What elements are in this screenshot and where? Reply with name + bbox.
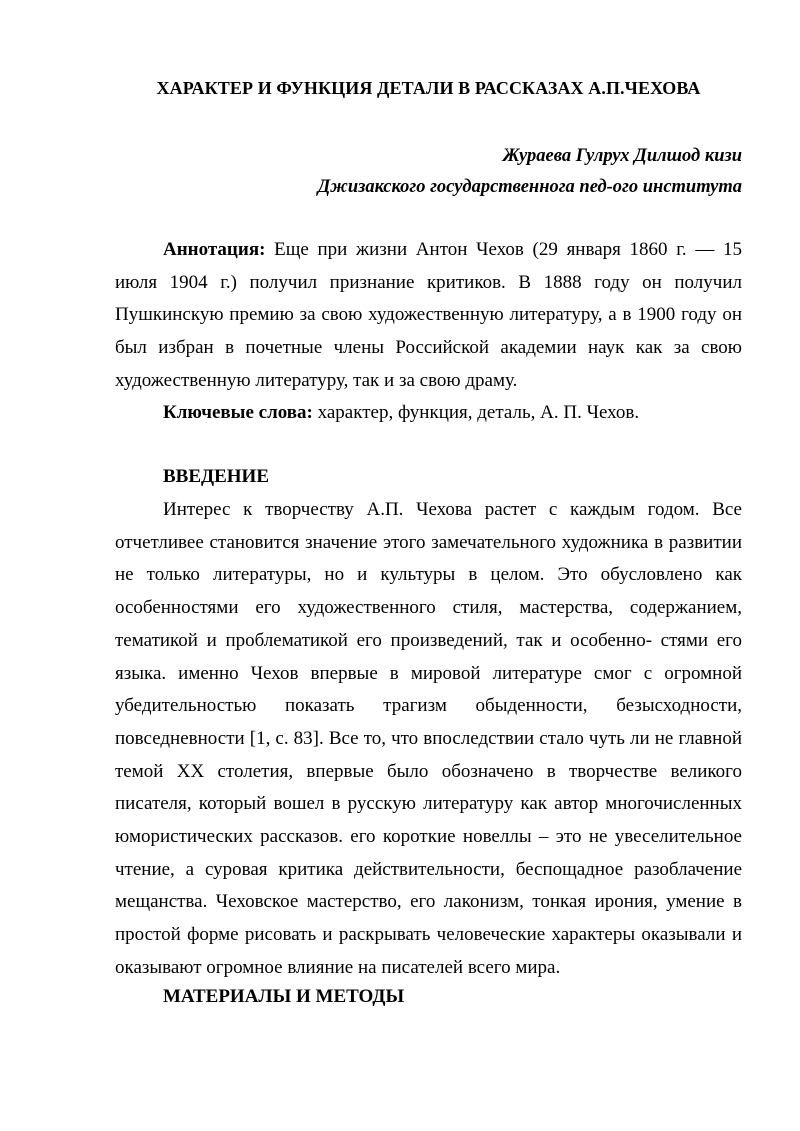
paper-title: ХАРАКТЕР И ФУНКЦИЯ ДЕТАЛИ В РАССКАЗАХ А.П.ЧЕХОВА [156, 78, 701, 98]
keywords-label: Ключевые слова: [163, 402, 313, 423]
keywords-paragraph [115, 397, 742, 430]
introduction-paragraph: Интерес к творчеству А.П. Чехова растет с каждым годом. Все отчетливее становится значение этого замечательного художника в развитии не только литературы, но и культуры в целом. Это обусловлено как особенностями его художественного стиля, мастерства, содержанием, тематикой и проблематикой его произведений, так и особенно- стями его языка. именно Чехов впервые в мировой литературе смог с огромной убедительностью показать трагизм обыденности, безысходности, повседневности [1, с. 83]. Все то, что впоследствии стало чуть ли не главной темой XX столетия, впервые было обозначено в творчестве великого писателя, который вошел в русскую литературу как автор многочисленных юмористических рассказов. его короткие новеллы – это не увеселительное чтение, а суровая критика действительности, беспощадное разоблачение мещанства. Чеховское мастерство, его лаконизм, тонкая ирония, умение в простой форме рисовать и раскрывать человеческие характеры оказывали и оказывают огромное влияние на писателей всего мира. [115, 499, 742, 978]
methods-heading: МАТЕРИАЛЫ И МЕТОДЫ [163, 986, 405, 1007]
abstract-label: Аннотация: [163, 239, 266, 260]
keywords-text: характер, функция, деталь, А. П. Чехов. [312, 402, 640, 423]
author-affiliation: Джизакского государственнога пед-ого института [317, 177, 742, 197]
abstract-paragraph [115, 234, 742, 398]
introduction-heading: ВВЕДЕНИЕ [163, 466, 269, 487]
author-name: Жураева Гулрух Дилшод кизи [502, 146, 742, 166]
abstract-text: Еще при жизни Антон Чехов (29 января 1860 г. — 15 июля 1904 г.) получил признание критиков. В 1888 году он получил Пушкинскую премию за свою художественную литературу, а в 1900 году он был избран в почетные члены Российской академии наук как за свою художественную литературу, так и за свою драму. [115, 239, 742, 391]
